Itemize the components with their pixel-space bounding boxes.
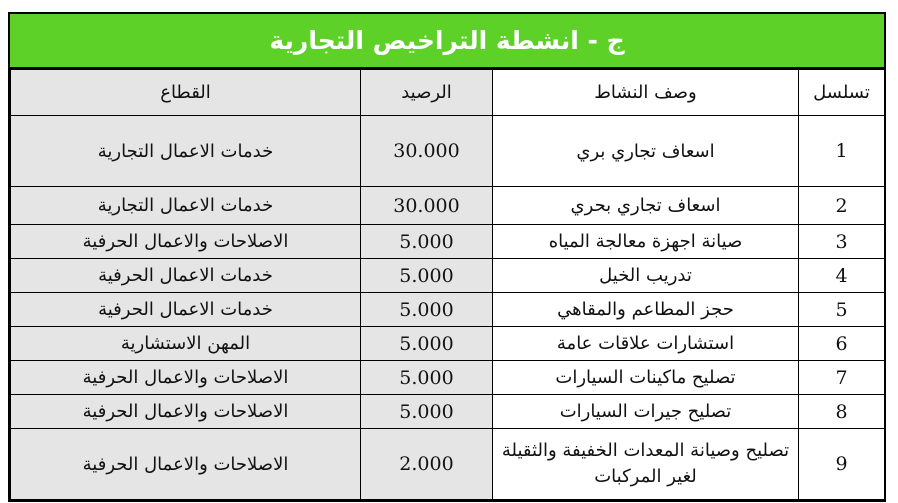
header-desc: وصف النشاط (493, 70, 799, 116)
row-seq: 5 (799, 293, 885, 327)
row-desc: صيانة اجهزة معالجة المياه (493, 225, 799, 259)
row-desc: تصليح ماكينات السيارات (493, 361, 799, 395)
row-balance: 30.000 (361, 187, 493, 225)
table-row (11, 395, 885, 429)
row-seq: 2 (799, 187, 885, 225)
table-row (11, 361, 885, 395)
row-desc: اسعاف تجاري بحري (493, 187, 799, 225)
row-sector: المهن الاستشارية (11, 327, 361, 361)
row-desc: تصليح جيرات السيارات (493, 395, 799, 429)
row-seq: 6 (799, 327, 885, 361)
row-sector: خدمات الاعمال الحرفية (11, 259, 361, 293)
row-sector: الاصلاحات والاعمال الحرفية (11, 361, 361, 395)
table-row (11, 187, 885, 225)
row-desc: تدريب الخيل (493, 259, 799, 293)
row-sector: خدمات الاعمال التجارية (11, 187, 361, 225)
row-balance: 5.000 (361, 225, 493, 259)
row-seq: 9 (799, 429, 885, 500)
header-balance: الرصيد (361, 70, 493, 116)
row-balance: 5.000 (361, 395, 493, 429)
row-seq: 4 (799, 259, 885, 293)
table-row (11, 225, 885, 259)
activities-table-container (8, 12, 886, 502)
activities-table (10, 69, 885, 500)
row-balance: 5.000 (361, 327, 493, 361)
table-row (11, 259, 885, 293)
header-sector: القطاع (11, 70, 361, 116)
row-sector: الاصلاحات والاعمال الحرفية (11, 429, 361, 500)
table-row (11, 116, 885, 187)
table-row (11, 429, 885, 500)
header-row (11, 70, 885, 116)
row-desc: استشارات علاقات عامة (493, 327, 799, 361)
row-sector: الاصلاحات والاعمال الحرفية (11, 225, 361, 259)
row-desc: تصليح وصيانة المعدات الخفيفة والثقيلة لغير المركبات (493, 429, 799, 500)
table-row (11, 293, 885, 327)
row-balance: 5.000 (361, 293, 493, 327)
row-balance: 5.000 (361, 259, 493, 293)
row-balance: 30.000 (361, 116, 493, 187)
row-seq: 7 (799, 361, 885, 395)
row-seq: 8 (799, 395, 885, 429)
row-sector: الاصلاحات والاعمال الحرفية (11, 395, 361, 429)
row-sector: خدمات الاعمال الحرفية (11, 293, 361, 327)
row-seq: 1 (799, 116, 885, 187)
row-seq: 3 (799, 225, 885, 259)
row-sector: خدمات الاعمال التجارية (11, 116, 361, 187)
row-balance: 2.000 (361, 429, 493, 500)
table-row (11, 327, 885, 361)
row-balance: 5.000 (361, 361, 493, 395)
row-desc: اسعاف تجاري بري (493, 116, 799, 187)
table-title: ج - انشطة التراخيص التجارية (10, 14, 884, 69)
header-seq: تسلسل (799, 70, 885, 116)
row-desc: حجز المطاعم والمقاهي (493, 293, 799, 327)
